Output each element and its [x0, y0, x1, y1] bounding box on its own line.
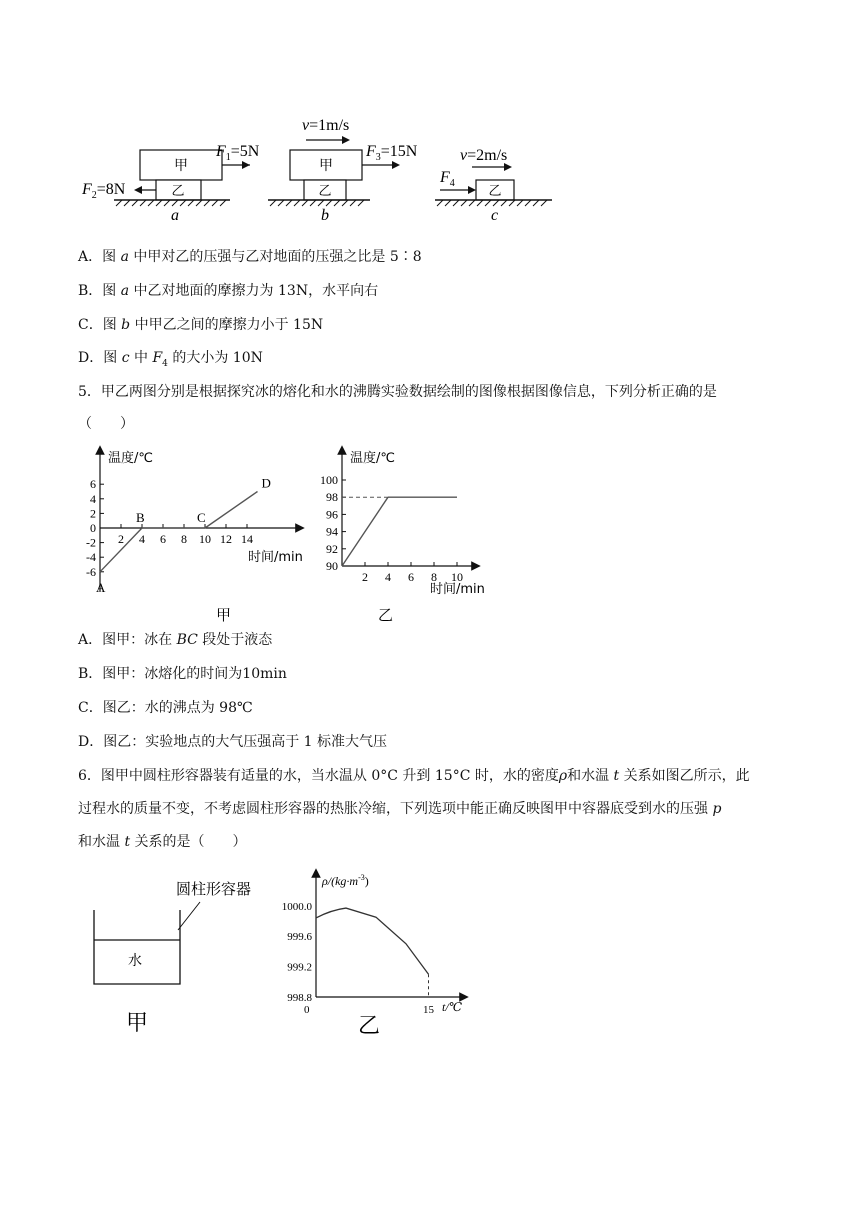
q6-stem-line1: 6．图甲中圆柱形容器装有适量的水，当水温从 0°C 升到 15°C 时，水的密度ρ和水温 t 关系如图乙所示，此	[78, 768, 750, 784]
chart-jia-y-tick-label: -6	[86, 564, 96, 579]
chart-yi-q5-y-tick-label: 96	[326, 507, 338, 522]
chart-yi-q5-series	[342, 497, 457, 566]
chart-yi-q5-x-tick-label: 8	[431, 570, 437, 584]
chart-jia-point-label: C	[197, 510, 206, 525]
f4-arrowhead	[468, 186, 476, 194]
chart-jia-x-tick-label: 4	[139, 532, 145, 546]
chart-density-series	[316, 908, 429, 997]
chart-yi-q5-x-tick-label: 10	[451, 570, 463, 584]
chart-jia-point-label: B	[136, 510, 145, 525]
chart-yi-q5-x-tick-label: 6	[408, 570, 414, 584]
chart-jia-caption: 甲	[216, 606, 232, 624]
diagram-c-label: c	[491, 207, 499, 224]
f3-label: $F_3=15N$	[366, 143, 418, 163]
chart-jia-x-label: 时间/min	[248, 550, 303, 565]
diagram-b	[268, 117, 418, 224]
chart-jia	[70, 442, 330, 627]
f2-label: $F_2=8N$	[82, 181, 126, 201]
ground-hatch-a	[116, 200, 226, 206]
diagram-b-label: b	[321, 207, 329, 224]
container-label: 圆柱形容器	[176, 880, 252, 898]
chart-jia-y-tick-label: -2	[86, 535, 96, 550]
force-diagrams	[80, 110, 560, 225]
q4-option-b: B．图 a 中乙对地面的摩擦力为 13N，水平向右	[78, 283, 379, 299]
q4-option-c: C．图 b 中甲乙之间的摩擦力小于 15N	[78, 317, 324, 333]
diagram-a	[81, 143, 260, 224]
chart-yi-q5-x-tick-label: 2	[362, 570, 368, 584]
f4-label: $F_4$	[440, 169, 455, 189]
chart-jia-y-tick-label: 2	[90, 506, 96, 521]
block-yi-c-label: 乙	[488, 184, 502, 199]
v-arrowhead-c	[504, 163, 512, 171]
q4-option-a: A．图 a 中甲对乙的压强与乙对地面的压强之比是 5∶8	[78, 249, 422, 265]
ground-hatch-b	[270, 200, 364, 206]
chart-jia-point-label: D	[261, 475, 271, 491]
f1-arrowhead	[242, 161, 250, 169]
container-figure	[80, 870, 280, 1040]
chart-jia-x-tick-label: 10	[199, 532, 211, 546]
chart-jia-y-ticks	[86, 477, 104, 579]
q6-stem-line3: 和水温 t 关系的是（ ）	[78, 834, 247, 850]
container-outline	[94, 910, 180, 984]
chart-density-caption: 乙	[358, 1014, 381, 1039]
chart-density-x-label: t/℃	[442, 1000, 463, 1014]
f3-arrowhead	[392, 161, 400, 169]
chart-density-curve	[316, 908, 429, 974]
block-yi-b-label: 乙	[318, 184, 332, 199]
chart-density-y-tick-label: 1000.0	[281, 900, 312, 913]
q5-option-d: D．图乙：实验地点的大气压强高于 1 标准大气压	[78, 734, 388, 750]
q5-stem-line1: 5．甲乙两图分别是根据探究冰的熔化和水的沸腾实验数据绘制的图像根据图像信息，下列分析正确的是	[78, 384, 717, 400]
block-yi-a-label: 乙	[171, 184, 185, 199]
q5-stem-line2: （ ）	[78, 416, 134, 432]
chart-yi-q5-y-tick-label: 90	[326, 559, 338, 573]
chart-density	[272, 865, 482, 1040]
ground-hatch-c	[437, 200, 547, 206]
chart-density-origin: 0	[304, 1004, 310, 1016]
chart-density-y-tick-label: 998.8	[287, 992, 312, 1004]
chart-jia-x-tick-label: 2	[118, 532, 124, 546]
chart-yi-q5-y-tick-label: 94	[326, 524, 338, 539]
block-jia-a-label: 甲	[174, 158, 188, 174]
q6-stem-line2: 过程水的质量不变，不考虑圆柱形容器的热胀冷缩，下列选项中能正确反映图甲中容器底受到水的压强 p	[78, 801, 722, 817]
f1-label: $F_1=5N$	[216, 143, 260, 163]
chart-jia-y-label: 温度/℃	[108, 451, 153, 466]
block-jia-b-label: 甲	[319, 158, 333, 174]
water-label: 水	[128, 953, 142, 969]
chart-jia-x-tick-label: 12	[220, 532, 232, 546]
chart-density-y-tick-label: 999.6	[287, 931, 312, 944]
chart-density-y-label: $\rho/(kg\cdot m^{-3})$	[322, 873, 369, 888]
chart-jia-y-tick-label: 6	[90, 477, 96, 492]
chart-density-x-ticks	[423, 1004, 435, 1016]
chart-yi-q5-caption: 乙	[378, 606, 394, 624]
chart-jia-y-tick-label: -4	[86, 550, 96, 565]
v-label-b: v=1m/s	[302, 117, 350, 134]
chart-jia-x-ticks	[118, 524, 253, 546]
chart-density-y-tick-label: 999.2	[287, 961, 312, 974]
q4-option-d: D．图 c 中 $F_4$ 的大小为 10N	[78, 350, 263, 369]
chart-jia-x-tick-label: 14	[241, 532, 253, 546]
chart-jia-y-tick-label: 0	[90, 521, 96, 535]
chart-yi-q5-y-label: 温度/℃	[350, 451, 395, 466]
chart-yi-q5-x-ticks	[362, 562, 463, 584]
q5-option-c: C．图乙：水的沸点为 98℃	[78, 700, 253, 716]
chart-yi-q5-segment	[342, 497, 388, 566]
chart-yi-q5-y-tick-label: 98	[326, 490, 338, 505]
q5-option-b: B．图甲：冰熔化的时间为10min	[78, 666, 287, 682]
chart-yi-q5-y-tick-label: 100	[320, 473, 338, 487]
container-caption: 甲	[126, 1011, 149, 1036]
chart-density-x-tick-label: 15	[423, 1004, 434, 1016]
chart-yi-q5-x-tick-label: 4	[385, 570, 391, 584]
container-leader-line	[178, 902, 200, 930]
f2-arrowhead	[134, 186, 142, 194]
v-arrowhead-b	[342, 136, 350, 144]
chart-jia-segment	[205, 492, 258, 529]
chart-density-y-ticks	[282, 901, 313, 1004]
chart-jia-x-tick-label: 8	[181, 532, 187, 546]
chart-jia-point-label: A	[96, 579, 106, 595]
chart-yi-q5-y-tick-label: 92	[326, 541, 338, 556]
chart-jia-y-tick-label: 4	[90, 491, 96, 506]
diagram-a-label: a	[171, 207, 179, 224]
chart-yi-q5-x-label: 时间/min	[430, 582, 485, 597]
chart-yi-q5	[308, 442, 508, 627]
diagram-c	[435, 147, 552, 224]
v-label-c: v=2m/s	[460, 147, 508, 164]
chart-jia-x-tick-label: 6	[160, 532, 166, 546]
q5-option-a: A．图甲：冰在 BC 段处于液态	[78, 632, 273, 648]
